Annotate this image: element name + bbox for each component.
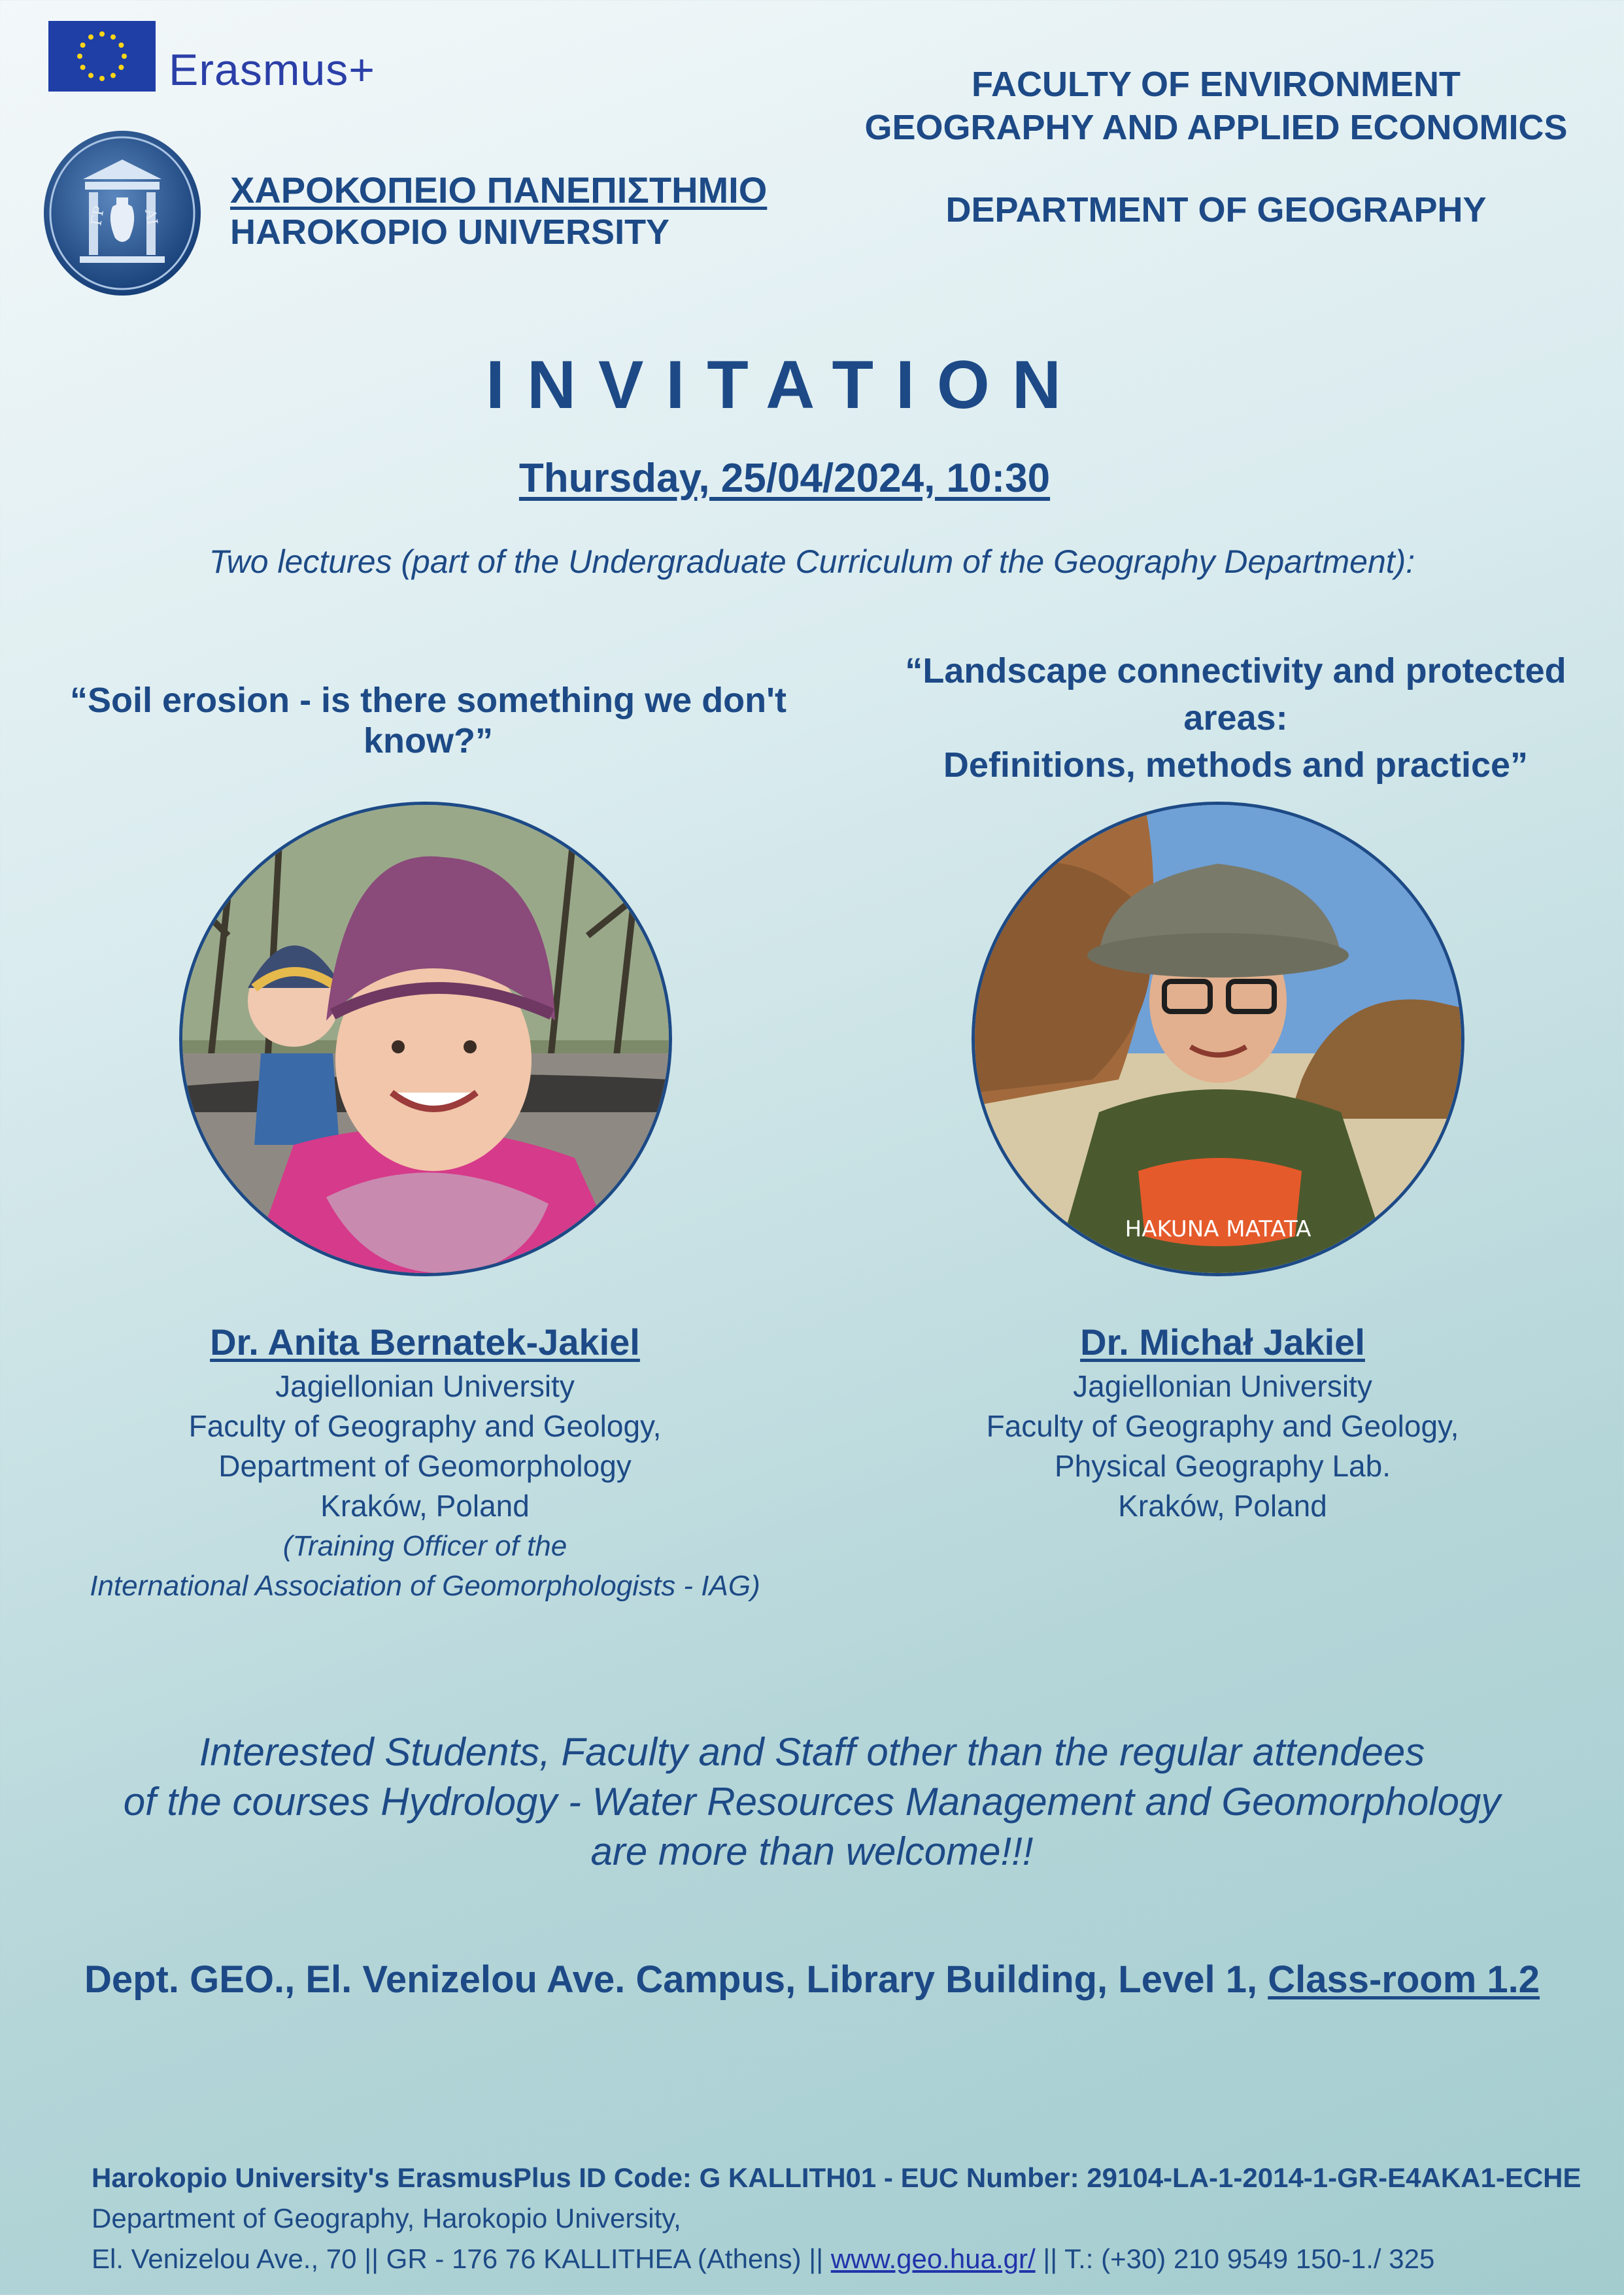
speaker-note-line: International Association of Geomorphologists - IAG) (90, 1570, 760, 1602)
eu-flag-logo (48, 21, 156, 92)
lecture-title-right-line-2: Definitions, methods and practice” (943, 745, 1529, 785)
lecture-title-left: “Soil erosion - is there something we don't know?” (70, 681, 787, 760)
footer-address-text: El. Venizelou Ave., 70 || GR - 176 76 KALLITHEA (Athens) || (92, 2243, 831, 2274)
speaker-affiliation-line: Kraków, Poland (1118, 1489, 1327, 1523)
eu-star-icon (122, 54, 127, 59)
eu-star-icon (118, 42, 124, 48)
eu-star-icon (110, 73, 116, 78)
eu-star-icon (88, 35, 93, 40)
website-link[interactable]: www.geo.hua.gr/ (830, 2243, 1036, 2274)
venue-text: Dept. GEO., El. Venizelou Ave. Campus, Library Building, Level 1, (84, 1958, 1268, 2001)
seal-letters-left: ΓΡ (88, 205, 109, 228)
footer-department: Department of Geography, Harokopio University, (92, 2203, 681, 2234)
speaker-name-left: Dr. Anita Bernatek-Jakiel (210, 1321, 640, 1363)
speaker-affiliation-line: Faculty of Geography and Geology, (188, 1409, 662, 1443)
lecture-title-right-line-1: “Landscape connectivity and protected areas: (905, 651, 1566, 738)
eu-star-icon (99, 76, 105, 81)
eu-star-icon (110, 35, 116, 40)
department-name: DEPARTMENT OF GEOGRAPHY (945, 190, 1487, 230)
footer-address (92, 2239, 1615, 2279)
footer-erasmus-id: Harokopio University's ErasmusPlus ID Code: G KALLITH01 - EUC Number: 29104-LA-1-2014-1-GR-E4AKA1-ECHE (92, 2162, 1582, 2193)
speaker-affiliation-line: Department of Geomorphology (218, 1449, 632, 1483)
speaker-info-right (824, 1318, 1621, 1526)
welcome-line-3: are more than welcome!!! (590, 1829, 1034, 1873)
speaker-note-line: (Training Officer of the (282, 1530, 567, 1562)
footer-phone: || T.: (+30) 210 9549 150-1./ 325 (1035, 2243, 1435, 2274)
welcome-message (0, 1727, 1624, 1877)
university-name-greek: ΧΑΡΟΚΟΠΕΙΟ ΠΑΝΕΠΙΣΤΗΜΙΟ (230, 169, 768, 211)
faculty-line-1: FACULTY OF ENVIRONMENT (971, 65, 1461, 104)
speaker-name-right: Dr. Michał Jakiel (1080, 1321, 1365, 1363)
eu-star-icon (118, 65, 124, 70)
speaker-affiliation-line: Physical Geography Lab. (1055, 1449, 1391, 1483)
faculty-name (804, 63, 1624, 149)
eu-stars-icon (48, 21, 156, 92)
erasmus-plus-logo-text: Erasmus+ (169, 45, 375, 95)
speaker-affiliation-line: Jagiellonian University (1073, 1369, 1372, 1403)
eu-star-icon (88, 73, 93, 78)
eu-star-icon (77, 54, 82, 59)
shirt-text: HAKUNA MATATA (1125, 1216, 1311, 1242)
speaker-affiliation-line: Kraków, Poland (320, 1489, 530, 1523)
seal-letters-right: ΑΙ (141, 207, 160, 227)
venue-room: Class-room 1.2 (1268, 1958, 1540, 2001)
faculty-line-2: GEOGRAPHY AND APPLIED ECONOMICS (864, 108, 1568, 147)
event-datetime: Thursday, 25/04/2024, 10:30 (518, 456, 1051, 501)
lecture-title-right (856, 647, 1615, 789)
speaker-photo-right (972, 802, 1464, 1276)
welcome-line-2: of the courses Hydrology - Water Resources Management and Geomorphology (123, 1780, 1501, 1824)
speaker-affiliation-line: Faculty of Geography and Geology, (986, 1409, 1459, 1443)
speaker-affiliation-line: Jagiellonian University (275, 1369, 575, 1403)
university-name-english: HAROKOPIO UNIVERSITY (230, 212, 670, 252)
eu-star-icon (80, 42, 86, 48)
invitation-title: INVITATION (486, 347, 1083, 423)
venue-location (0, 1958, 1624, 2001)
speaker-photo-left (179, 802, 672, 1276)
footer (92, 2158, 1615, 2279)
welcome-line-1: Interested Students, Faculty and Staff other than the regular attendees (199, 1730, 1425, 1774)
lectures-intro: Two lectures (part of the Undergraduate Curriculum of the Geography Department): (209, 543, 1415, 580)
eu-star-icon (80, 65, 86, 70)
speaker-info-left (39, 1318, 811, 1606)
eu-star-icon (99, 31, 105, 37)
harokopio-seal-logo (41, 128, 204, 298)
